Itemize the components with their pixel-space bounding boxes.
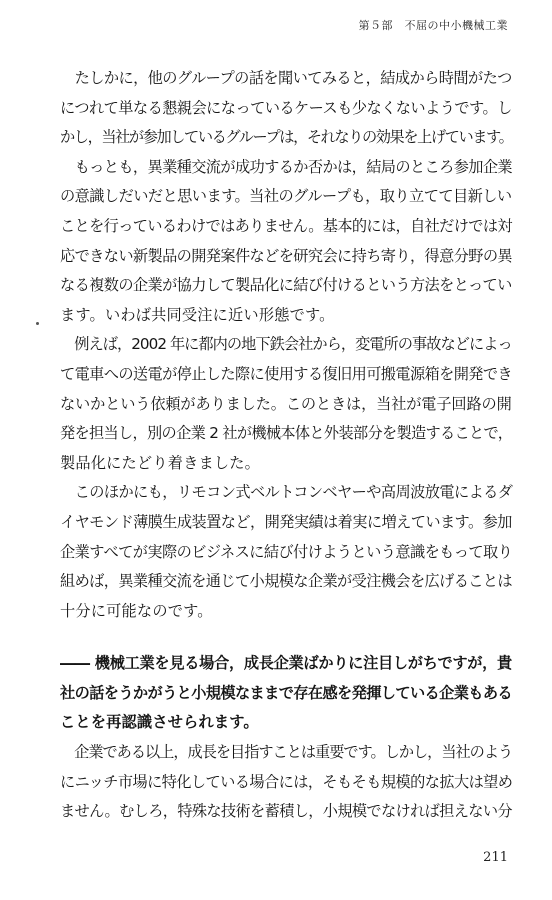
body-line: もっとも，異業種交流が成功するか否かは，結局のところ参加企業 <box>60 157 513 176</box>
body-line: イヤモンド薄膜生成装置など，開発実績は着実に増えています。参加 <box>60 512 512 531</box>
body-line: 組めば，異業種交流を通じて小規模な企業が受注機会を広げることは <box>60 572 513 591</box>
body-line: 製品化にたどり着きました。 <box>60 453 261 472</box>
body-text <box>60 64 512 827</box>
running-header: 第５部 不屈の中小機械工業 <box>358 19 508 32</box>
body-line: 十分に可能なのです。 <box>60 601 213 620</box>
answer-line: 企業である以上，成長を目指すことは重要です。しかし，当社のよう <box>60 743 513 762</box>
body-line: ないかという依頼がありました。このときは，当社が電子回路の開 <box>60 394 512 413</box>
stray-ink-mark <box>36 322 39 325</box>
interview-question-line: 社の話をうかがうと小規模なままで存在感を発揮している企業もある <box>60 683 513 702</box>
interview-question-line: ことを再認識させられます。 <box>60 713 259 732</box>
body-line: て電車への送電が停止した際に使用する復旧用可搬電源箱を開発でき <box>60 364 513 383</box>
body-line: 応できない新製品の開発案件などを研究会に持ち寄り，得意分野の異 <box>60 246 513 265</box>
answer-line: にニッチ市場に特化している場合には，そもそも規模的な拡大は望め <box>60 772 513 791</box>
body-line: このほかにも，リモコン式ベルトコンベヤーや高周波放電によるダ <box>60 483 513 502</box>
body-line: なる複数の企業が協力して製品化に結び付けるという方法をとってい <box>60 276 512 295</box>
body-line: 企業すべてが実際のビジネスに結び付けようという意識をもって取り <box>60 542 513 561</box>
body-line: ます。いわば共同受注に近い形態です。 <box>60 305 335 324</box>
section-gap <box>60 626 512 649</box>
answer-line: ません。むしろ，特殊な技術を蓄積し，小規模でなければ担えない分 <box>60 802 512 821</box>
body-line: ことを行っているわけではありません。基本的には，自社だけでは対 <box>60 216 512 235</box>
body-line: 例えば，2002 年に都内の地下鉄会社から，変電所の事故などによっ <box>60 335 512 354</box>
interview-question-line: ―― 機械工業を見る場合，成長企業ばかりに注目しがちですが，貴 <box>60 654 512 673</box>
page-number: 211 <box>483 850 508 865</box>
body-line: 発を担当し，別の企業 2 社が機械本体と外装部分を製造することで， <box>60 424 513 443</box>
body-line: の意識しだいだと思います。当社のグループも，取り立てて目新しい <box>60 187 512 206</box>
body-line: かし，当社が参加しているグループは，それなりの効果を上げています。 <box>60 128 513 147</box>
body-line: たしかに，他のグループの話を聞いてみると，結成から時間がたつ <box>60 69 512 87</box>
body-line: につれて単なる懇親会になっているケースも少なくないようです。し <box>60 98 512 117</box>
